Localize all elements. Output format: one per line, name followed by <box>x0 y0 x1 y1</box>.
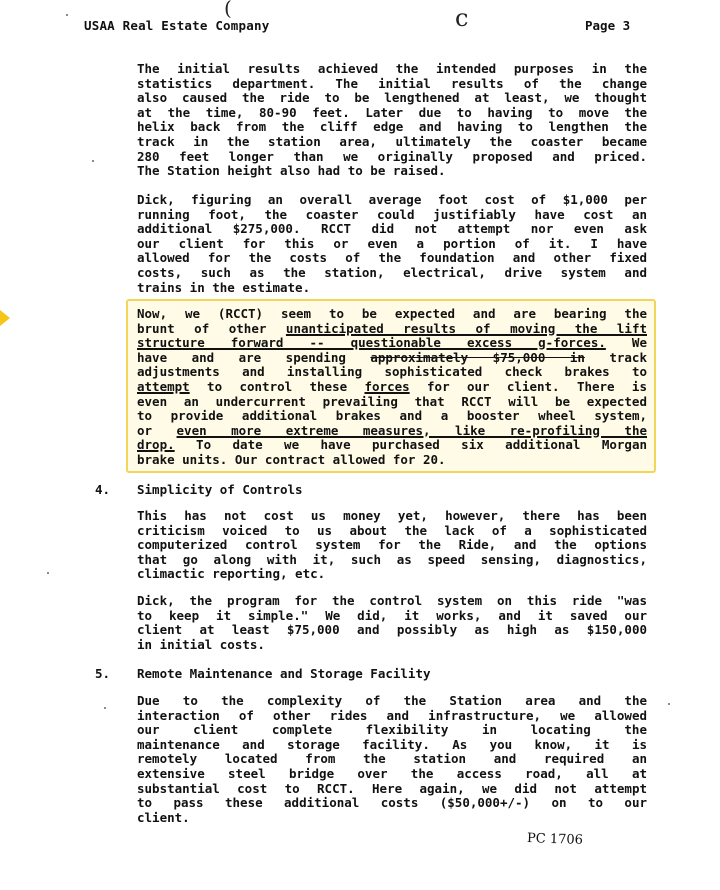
text-line: our client complete flexibility in locating the <box>137 722 647 738</box>
scan-speck <box>668 703 670 705</box>
text-line: statistics department. The initial results of the change <box>137 75 647 91</box>
text-line: remotely located from the station and required an <box>137 751 647 767</box>
text-line: drop. To date we have purchased six additional Morgan <box>137 437 647 453</box>
scan-mark: ( <box>224 0 232 20</box>
text-line: our client for this or even a portion of it. I have <box>137 235 647 251</box>
text-line: track in the station area, ultimately the coaster became <box>137 133 647 149</box>
page-number: Page 3 <box>585 18 631 33</box>
scan-speck <box>104 707 106 709</box>
text-line: This has not cost us money yet, however, there has been <box>137 508 647 523</box>
paragraph-g-forces <box>137 307 647 468</box>
text-line: adjustments and installing sophisticated check brakes to <box>137 364 647 380</box>
text-line: to keep it simple." We did, it works, and it saved our <box>137 607 647 623</box>
text-line: criticism voiced to us about the lack of a sophisticated <box>137 522 647 538</box>
text-line: The Station height also had to be raised. <box>137 163 446 179</box>
text-line: The initial results achieved the intended purposes in the <box>137 61 647 76</box>
text-line: additional $275,000. RCCT did not attempt nor even ask <box>137 221 647 237</box>
text-line: extensive steel bridge over the access road, all at <box>137 765 647 781</box>
text-line: computerized control system for the Ride, and the options <box>137 537 647 553</box>
text-line: at the time, 80-90 feet. Later due to having to move the <box>137 104 647 120</box>
paragraph-keep-it-simple <box>137 594 647 652</box>
text-line: maintenance and storage facility. As you know, it is <box>137 736 647 752</box>
scan-speck <box>66 14 68 16</box>
text-line: brunt of other unanticipated results of moving the lift <box>137 320 647 336</box>
section-title-4: Simplicity of Controls <box>137 482 303 497</box>
paragraph-controls-criticism <box>137 509 647 582</box>
text-line: costs, such as the station, electrical, drive system and <box>137 264 647 280</box>
text-line: that go along with it, such as speed sensing, diagnostics, <box>137 551 647 567</box>
scan-mark: c <box>455 4 469 32</box>
text-line: 280 feet longer than we originally proposed and priced. <box>137 148 647 164</box>
text-line: have and are spending approximately $75,000 in track <box>137 349 647 365</box>
paragraph-maintenance-facility <box>137 694 647 825</box>
text-line: Due to the complexity of the Station area and the <box>137 693 647 708</box>
text-line: Dick, figuring an overall average foot cost of $1,000 per <box>137 192 647 207</box>
text-line: attempt to control these forces for our client. There is <box>137 378 647 394</box>
text-line: running foot, the coaster could justifiably have cost an <box>137 206 647 222</box>
text-line: to provide additional brakes and a booster wheel system, <box>137 408 647 424</box>
text-line: Dick, the program for the control system on this ride "was <box>137 593 647 608</box>
company-header: USAA Real Estate Company <box>84 18 270 33</box>
section-number-5: 5. <box>95 666 111 681</box>
text-line: structure forward -- questionable excess g-forces. We <box>137 335 647 351</box>
text-line: client at least $75,000 and possibly as high as $150,000 <box>137 622 647 638</box>
text-line: to pass these additional costs ($50,000+/-) on to our <box>137 795 647 811</box>
text-line: interaction of other rides and infrastructure, we allowed <box>137 707 647 723</box>
scan-speck <box>92 160 94 162</box>
text-line: substantial cost to RCCT. Here again, we did not attempt <box>137 780 647 796</box>
text-line: trains in the estimate. <box>137 279 311 295</box>
text-line: client. <box>137 809 190 825</box>
text-line: climactic reporting, etc. <box>137 566 326 582</box>
section-title-5: Remote Maintenance and Storage Facility <box>137 666 431 681</box>
text-line: brake units. Our contract allowed for 20. <box>137 451 446 467</box>
text-line: in initial costs. <box>137 636 265 652</box>
text-line: Now, we (RCCT) seem to be expected and are bearing the <box>137 306 647 321</box>
paragraph-foot-cost <box>137 193 647 295</box>
text-line: even an undercurrent prevailing that RCCT will be expected <box>137 393 647 409</box>
text-line: or even more extreme measures, like re-profiling the <box>137 422 647 438</box>
paragraph-initial-results <box>137 62 647 179</box>
highlight-arrow-icon <box>0 310 10 326</box>
scan-speck <box>47 572 49 574</box>
text-line: also caused the ride to be lengthened at least, we thought <box>137 90 647 106</box>
text-line: helix back from the cliff edge and having to lengthen the <box>137 119 647 135</box>
page-stamp: PC 1706 <box>526 831 584 848</box>
text-line: allowed for the costs of the foundation and other fixed <box>137 250 647 266</box>
section-number-4: 4. <box>95 482 111 497</box>
